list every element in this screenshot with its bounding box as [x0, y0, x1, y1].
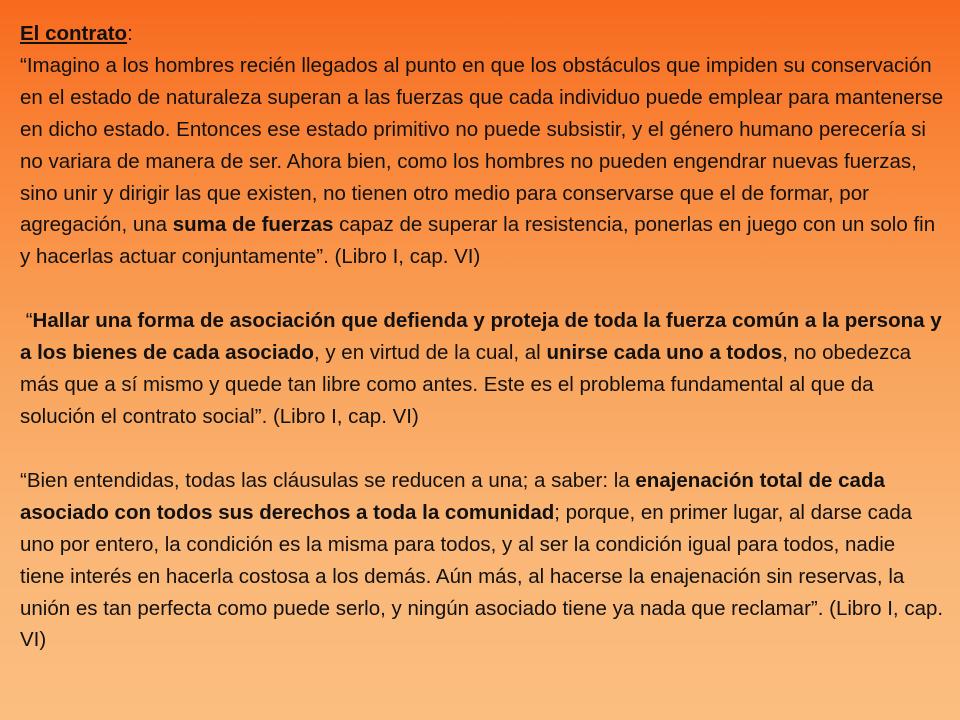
slide-heading	[20, 18, 945, 50]
quote-paragraph-1	[20, 50, 945, 273]
quote1-emphasis: suma de fuerzas	[172, 213, 334, 237]
slide-title: El contrato	[20, 22, 128, 45]
quote2-emphasis-1: Hallar una forma de asociación que defienda y proteja de toda la fuerza común a la persona y a los bienes de cada asociado	[20, 309, 942, 365]
quote2-mid: , y en virtud de la cual, al	[313, 341, 547, 365]
paragraph-gap	[20, 433, 945, 465]
quote2-rest: , no obedezca más que a sí mismo y quede tan libre como antes. Este es el problema fundamental al que da solución el contrato social”. (Libro I, cap. VI)	[20, 341, 912, 428]
quote-paragraph-3	[20, 465, 945, 656]
quote1-intro: “Imagino a los hombres recién llegados al punto en que los obstáculos que impiden su conservación en el estado de naturaleza superan a las fuerzas que cada individuo puede emplear para mantenerse en dicho estado. Entonces ese estado primitivo no puede subsistir, y el género humano perecería si no variara de manera de ser. Ahora bien, como los hombres no pueden engendrar nuevas fuerzas, sino unir y dirigir las que existen, no tienen otro medio para conservarse que el de formar, por agregación, una	[20, 53, 944, 237]
quote-paragraph-2	[20, 305, 945, 433]
quote3-intro: “Bien entendidas, todas las cláusulas se reducen a una; a saber: la	[20, 468, 636, 492]
quote3-emphasis: enajenación total de cada asociado con todos sus derechos a toda la comunidad	[20, 468, 885, 524]
slide-text-body	[20, 18, 945, 656]
quote2-lead: “	[20, 309, 33, 333]
quote1-rest: capaz de superar la resistencia, ponerlas en juego con un solo fin y hacerlas actuar conjuntamente”. (Libro I, cap. VI)	[20, 213, 936, 269]
quote2-emphasis-2: unirse cada uno a todos	[546, 341, 783, 365]
quote3-rest: ; porque, en primer lugar, al darse cada uno por entero, la condición es la misma para todos, y al ser la condición igual para todos, nadie tiene interés en hacerla costosa a los demás. Aún más, al hacerse la enajenación sin reservas, la unión es tan perfecta como puede serlo, y ningún asociado tiene ya nada que reclamar”. (Libro I, cap. VI)	[20, 500, 944, 652]
paragraph-gap	[20, 273, 945, 305]
title-colon: :	[127, 22, 133, 45]
